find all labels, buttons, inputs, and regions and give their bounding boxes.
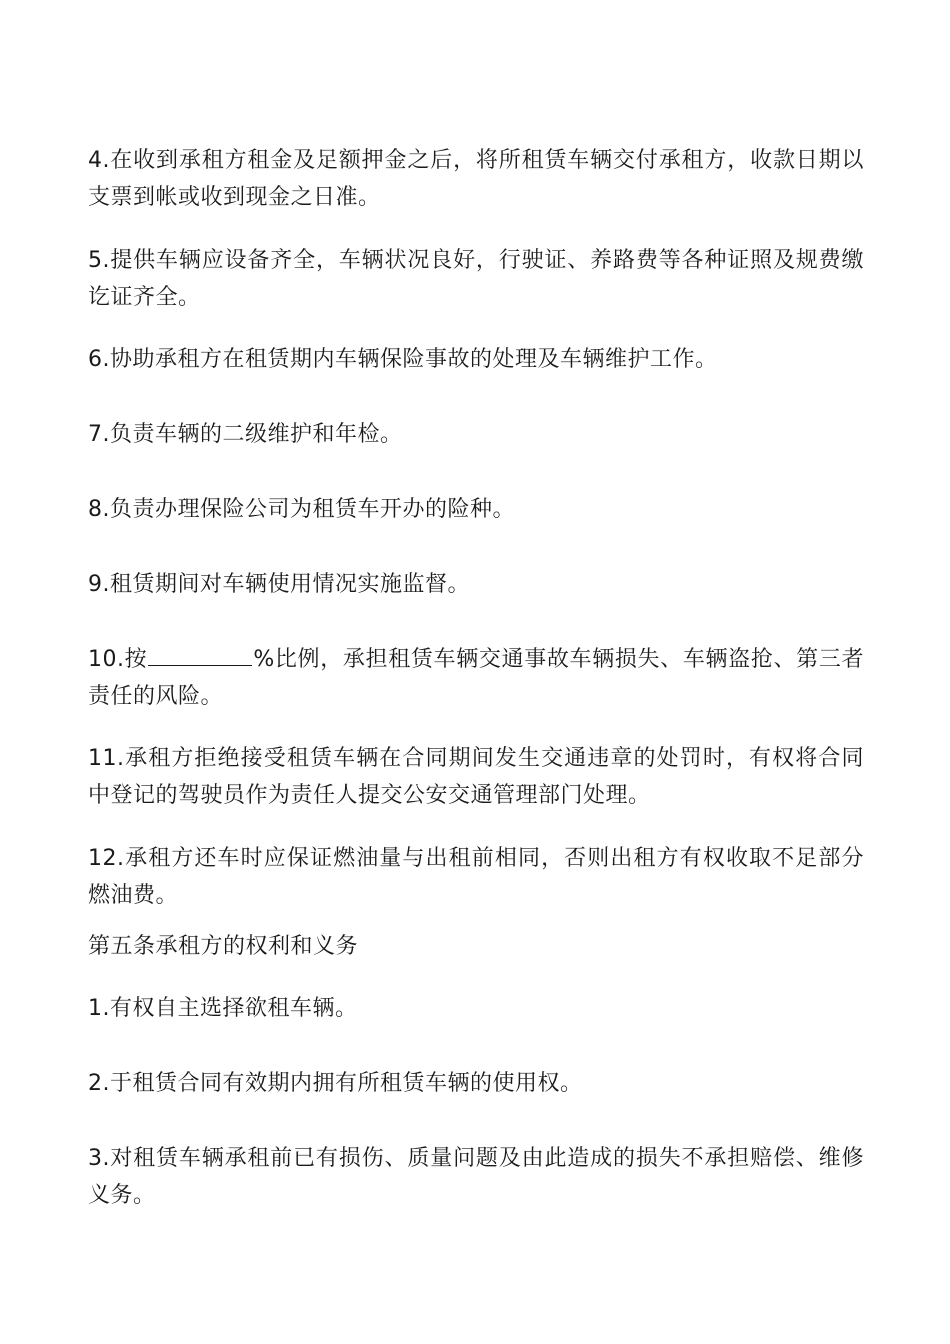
section-heading-article-5: 第五条承租方的权利和义务 [88,934,359,959]
clause-12: 12.承租方还车时应保证燃油量与出租前相同，否则出租方有权收取不足部分燃油费。 [88,846,864,908]
clause-8: 8.负责办理保险公司为租赁车开办的险种。 [88,497,515,522]
clause-10 [88,641,864,715]
clause-4: 4.在收到承租方租金及足额押金之后，将所租赁车辆交付承租方，收款日期以支票到帐或收到现金之日准。 [88,148,864,210]
clause-11: 11.承租方拒绝接受租赁车辆在合同期间发生交通违章的处罚时，有权将合同中登记的驾驶员作为责任人提交公安交通管理部门处理。 [88,746,864,808]
fill-in-blank[interactable] [148,643,252,666]
clause-9: 9.租赁期间对车辆使用情况实施监督。 [88,572,470,597]
tenant-clause-1: 1.有权自主选择欲租车辆。 [88,996,358,1021]
clause-5: 5.提供车辆应设备齐全，车辆状况良好，行驶证、养路费等各种证照及规费缴讫证齐全。 [88,248,864,310]
clause-6: 6.协助承租方在租赁期内车辆保险事故的处理及车辆维护工作。 [88,347,718,372]
clause-10-prefix: 10.按 [88,647,148,672]
tenant-clause-2: 2.于租赁合同有效期内拥有所租赁车辆的使用权。 [88,1071,583,1096]
clause-7: 7.负责车辆的二级维护和年检。 [88,422,403,447]
tenant-clause-3: 3.对租赁车辆承租前已有损伤、质量问题及由此造成的损失不承担赔偿、维修义务。 [88,1146,864,1208]
clause-10-suffix: %比例，承担租赁车辆交通事故车辆损失、车辆盗抢、第三者责任的风险。 [88,647,864,709]
